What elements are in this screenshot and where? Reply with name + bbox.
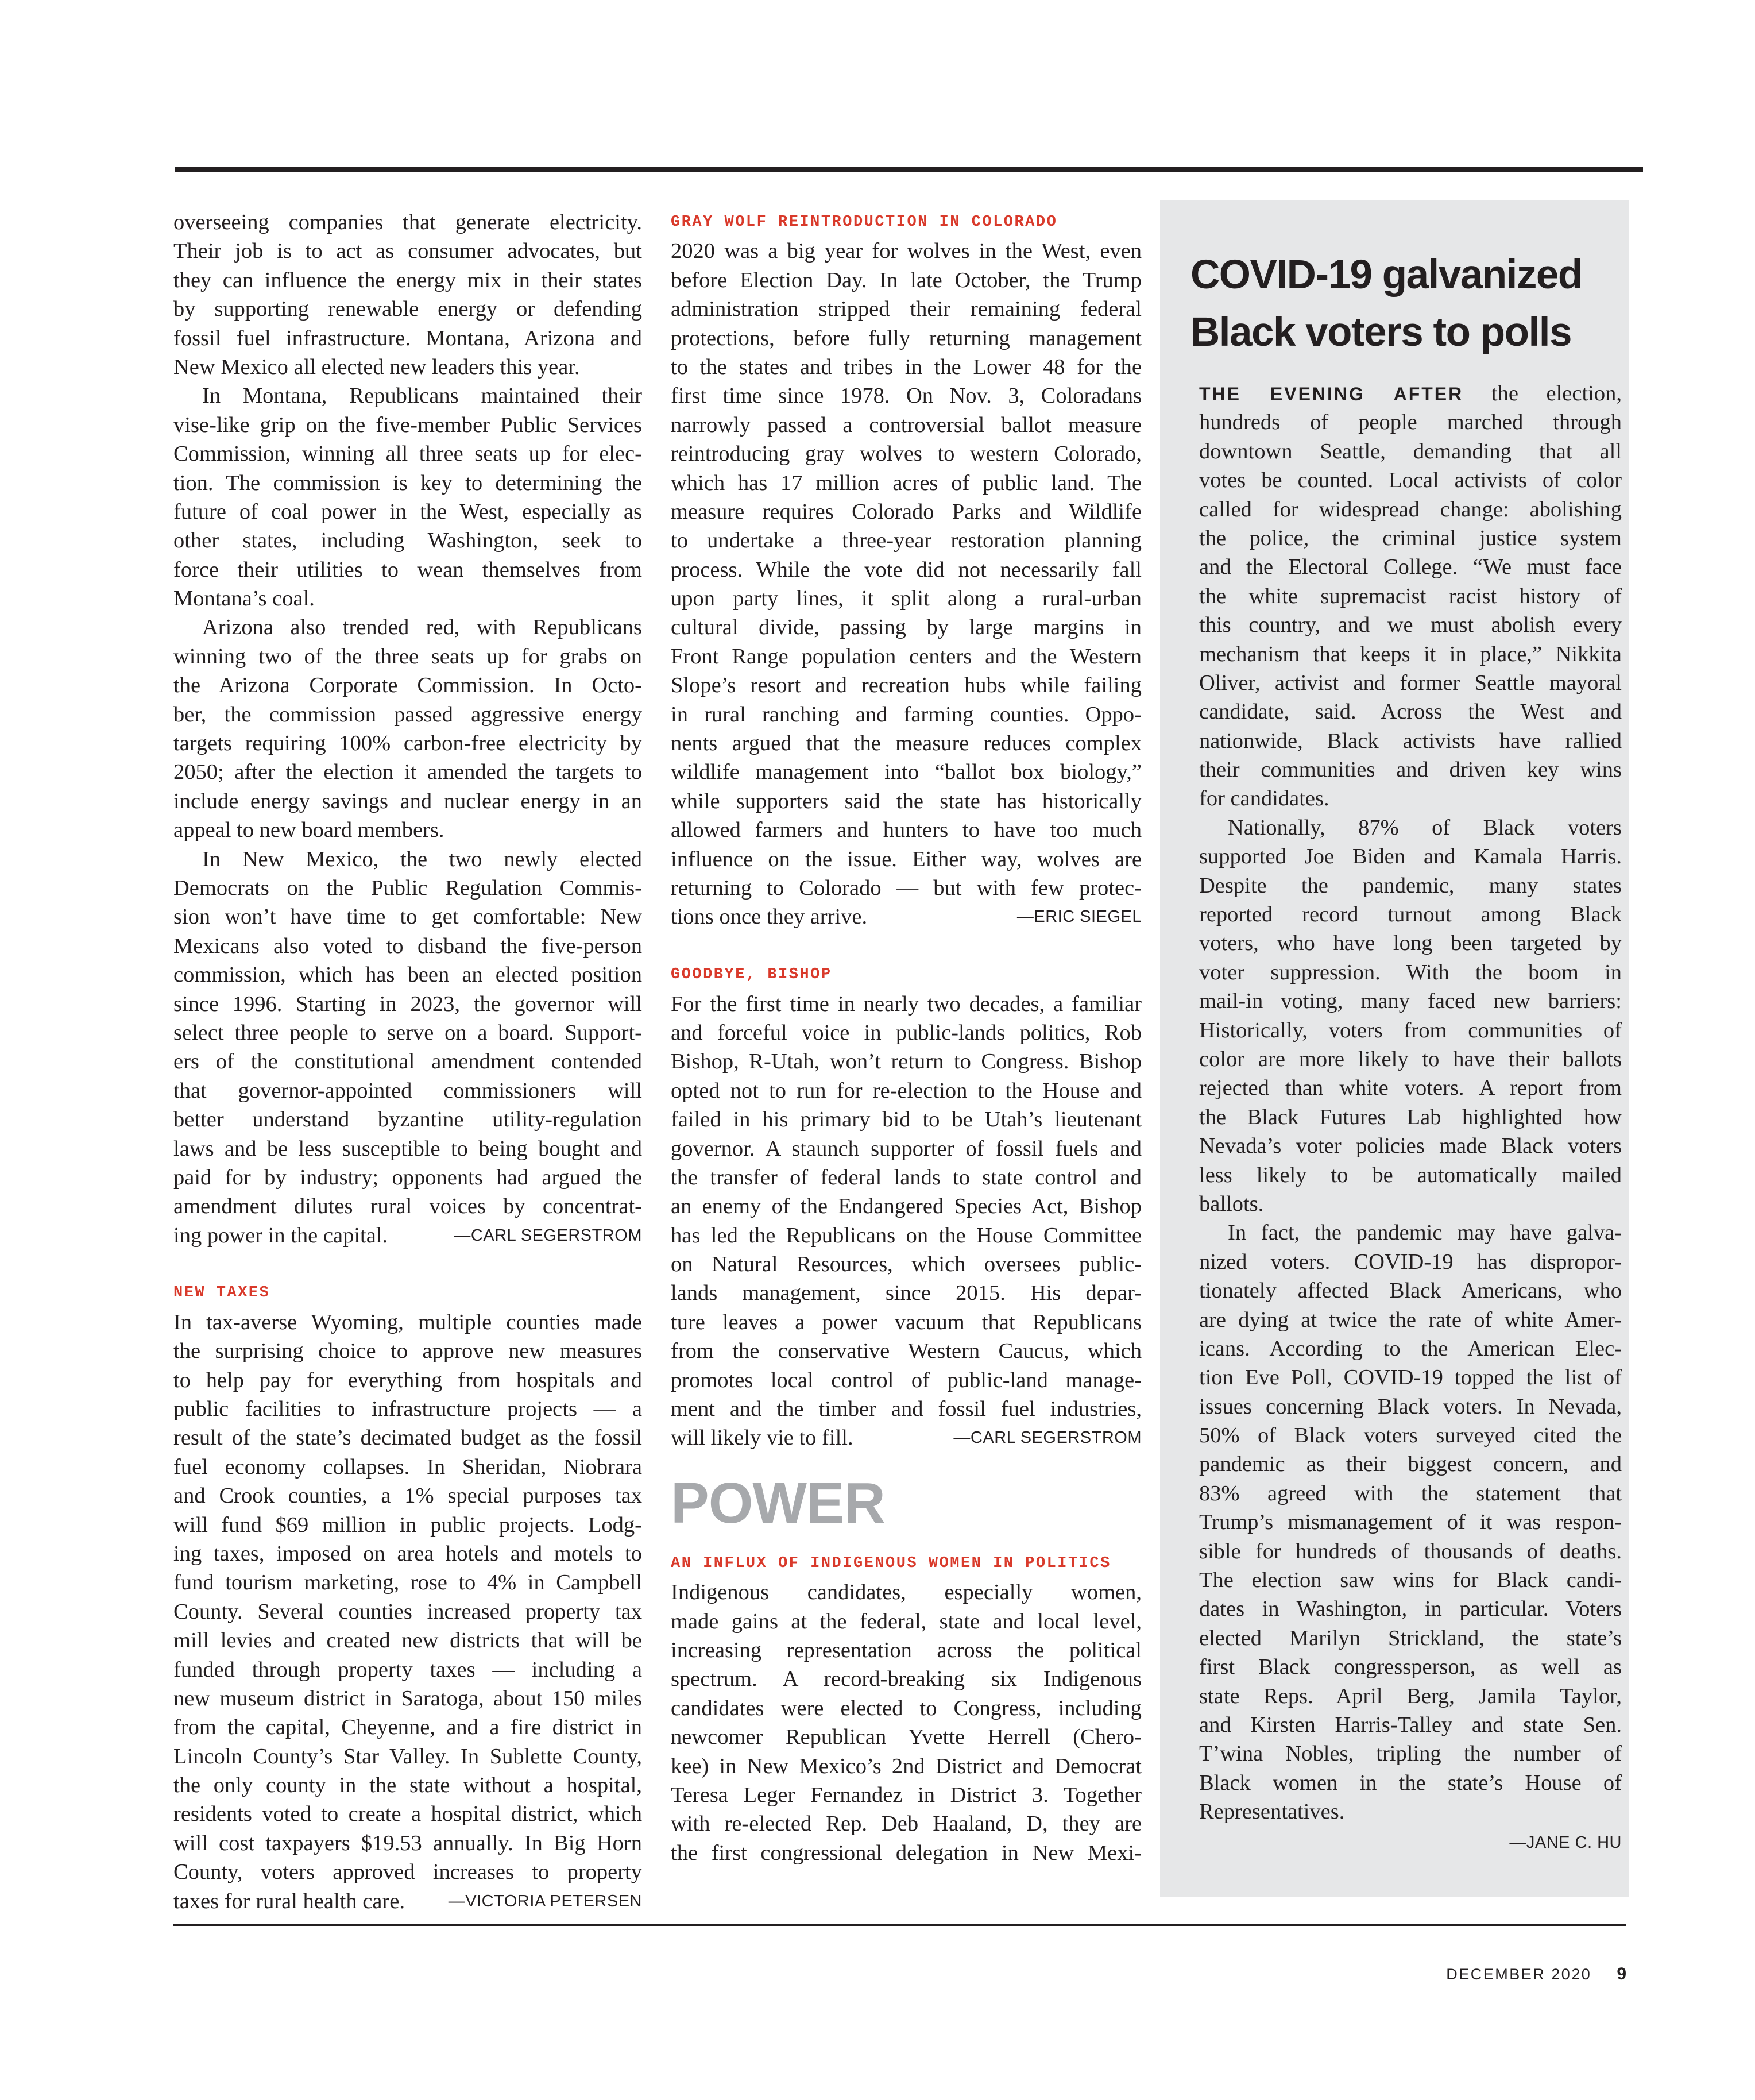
headline-line: COVID-19 galvanized — [1190, 252, 1582, 298]
column-2 — [671, 208, 1142, 1867]
body-line: future of coal power in the West, especially as — [173, 499, 642, 524]
body-line: mechanism that keeps it in place,” Nikkita — [1199, 642, 1622, 666]
body-line: allowed farmers and hunters to have too much — [671, 818, 1142, 843]
body-line: fund tourism marketing, rose to 4% in Campbell — [173, 1570, 642, 1595]
body-line: wildlife management into “ballot box biology,” — [671, 760, 1142, 785]
body-line: better understand byzantine utility-regulation — [173, 1107, 642, 1132]
body-line: rejected than white voters. A report from — [1199, 1076, 1622, 1101]
body-line: paid for by industry; opponents had argued the — [173, 1165, 642, 1190]
body-line: Bishop, R-Utah, won’t return to Congress. Bishop — [671, 1049, 1142, 1074]
body-line: their communities and driven key wins — [1199, 758, 1622, 782]
body-text: tions once they arrive. — [671, 905, 868, 929]
body-line: less likely to be automatically mailed — [1199, 1163, 1622, 1187]
body-line: include energy savings and nuclear energy in an — [173, 789, 642, 813]
body-line: since 1996. Starting in 2023, the governor will — [173, 991, 642, 1016]
body-line: will cost taxpayers $19.53 annually. In Big Horn — [173, 1831, 642, 1855]
body-text: the election, — [1463, 381, 1622, 406]
body-line: are dying at twice the rate of white Amer- — [1199, 1307, 1622, 1332]
byline: —CARL SEGERSTROM — [953, 1429, 1142, 1447]
section-kicker: GRAY WOLF REINTRODUCTION IN COLORADO — [671, 214, 1058, 231]
body-line: spectrum. A record-breaking six Indigenous — [671, 1667, 1142, 1692]
body-line: County, voters approved increases to property — [173, 1860, 642, 1885]
body-line: the transfer of federal lands to state control and — [671, 1165, 1142, 1190]
body-line: supported Joe Biden and Kamala Harris. — [1199, 844, 1622, 869]
body-line: sion won’t have time to get comfortable: New — [173, 905, 642, 929]
body-line: tion Eve Poll, COVID-19 topped the list of — [1199, 1365, 1622, 1390]
body-line: has led the Republicans on the House Committee — [671, 1223, 1142, 1248]
bishop-last-line — [671, 1423, 1142, 1452]
body-line: the Arizona Corporate Commission. In Octo- — [173, 673, 642, 698]
body-line: Nevada’s voter policies made Black voters — [1199, 1134, 1622, 1159]
body-line: ballots. — [1199, 1191, 1264, 1216]
body-line: and the Electoral College. “We must face — [1199, 555, 1622, 580]
section-title: POWER — [671, 1470, 885, 1535]
body-line: In tax-averse Wyoming, multiple counties made — [173, 1310, 642, 1334]
sidebar-headline — [1190, 246, 1615, 361]
montana-paragraph — [173, 381, 642, 613]
body-line: Teresa Leger Fernandez in District 3. Together — [671, 1782, 1142, 1807]
body-line: votes be counted. Local activists of color — [1199, 468, 1622, 493]
body-line: Trump’s mismanagement of it was respon- — [1199, 1510, 1622, 1535]
body-line: upon party lines, it split along a rural-urban — [671, 586, 1142, 611]
body-line: by supporting renewable energy or defending — [173, 297, 642, 322]
indigenous-paragraph — [671, 1578, 1142, 1867]
body-line: Their job is to act as consumer advocates, but — [173, 239, 642, 264]
sidebar-paragraph-3 — [1199, 1218, 1622, 1797]
body-line: newcomer Republican Yvette Herrell (Chero- — [671, 1725, 1142, 1750]
body-text: ing power in the capital. — [173, 1223, 388, 1248]
byline: —ERIC SIEGEL — [1016, 908, 1142, 927]
body-line: funded through property taxes — including a — [173, 1657, 642, 1682]
body-line: appeal to new board members. — [173, 818, 444, 843]
body-line: vise-like grip on the five-member Public Services — [173, 412, 642, 437]
body-line: kee) in New Mexico’s 2nd District and Democrat — [671, 1754, 1142, 1778]
body-line: fossil fuel infrastructure. Montana, Arizona and — [173, 326, 642, 350]
body-line: The election saw wins for Black candi- — [1199, 1568, 1622, 1593]
body-line: Historically, voters from communities of — [1199, 1018, 1622, 1043]
body-line: that governor-appointed commissioners will — [173, 1078, 642, 1103]
sidebar-byline-row — [1199, 1827, 1622, 1855]
body-line: measure requires Colorado Parks and Wildlife — [671, 499, 1142, 524]
body-line: mill levies and created new districts that will be — [173, 1628, 642, 1653]
body-line: In New Mexico, the two newly elected — [202, 847, 642, 871]
body-line: ers of the constitutional amendment contended — [173, 1049, 642, 1074]
body-line: voter suppression. With the boom in — [1199, 960, 1622, 985]
body-line: in rural ranching and farming counties. Oppo- — [671, 702, 1142, 727]
body-line: amendment dilutes rural voices by concentrat- — [173, 1194, 642, 1219]
body-line: overseeing companies that generate electricity. — [173, 210, 642, 234]
body-line: candidate, said. Across the West and — [1199, 700, 1622, 724]
body-line: on Natural Resources, which oversees public- — [671, 1252, 1142, 1277]
body-line: tionately affected Black Americans, who — [1199, 1279, 1622, 1303]
body-line: targets requiring 100% carbon-free electricity by — [173, 731, 642, 756]
body-line: winning two of the three seats up for grabs on — [173, 644, 642, 669]
sidebar-box — [1160, 200, 1629, 1897]
bishop-paragraph — [671, 990, 1142, 1424]
body-line: 2050; after the election it amended the targets to — [173, 760, 642, 785]
body-line: ment and the timber and fossil fuel industries, — [671, 1397, 1142, 1422]
section-kicker: NEW TAXES — [173, 1284, 270, 1302]
section-kicker: AN INFLUX OF INDIGENOUS WOMEN IN POLITICS — [671, 1554, 1111, 1572]
body-line: nents argued that the measure reduces complex — [671, 731, 1142, 756]
body-line: will fund $69 million in public projects. Lodg- — [173, 1512, 642, 1537]
new-taxes-last-line — [173, 1887, 642, 1916]
body-line: returning to Colorado — but with few protec- — [671, 875, 1142, 900]
body-line: this country, and we must abolish every — [1199, 613, 1622, 638]
body-line: Nationally, 87% of Black voters — [1228, 815, 1622, 840]
body-line: called for widespread change: abolishing — [1199, 497, 1622, 522]
body-line: new museum district in Saratoga, about 150 miles — [173, 1686, 642, 1711]
body-line: narrowly passed a controversial ballot measure — [671, 412, 1142, 437]
body-line: other states, including Washington, seek to — [173, 528, 642, 553]
body-line: failed in his primary bid to be Utah’s lieutenant — [671, 1107, 1142, 1132]
body-line: T’wina Nobles, tripling the number of — [1199, 1742, 1622, 1766]
body-line: governor. A staunch supporter of fossil fuels and — [671, 1136, 1142, 1161]
body-line: 2020 was a big year for wolves in the West, even — [671, 239, 1142, 264]
body-line: residents voted to create a hospital district, which — [173, 1802, 642, 1827]
body-line: select three people to serve on a board. Support- — [173, 1020, 642, 1045]
body-line: before Election Day. In late October, the Trump — [671, 268, 1142, 292]
body-line: reported record turnout among Black — [1199, 902, 1622, 927]
body-line: from the capital, Cheyenne, and a fire district in — [173, 1715, 642, 1740]
body-line: downtown Seattle, demanding that all — [1199, 439, 1622, 464]
body-line: public facilities to infrastructure projects — a — [173, 1397, 642, 1422]
body-text: taxes for rural health care. — [173, 1889, 405, 1913]
body-line: and Crook counties, a 1% special purposes tax — [173, 1484, 642, 1508]
body-line: Lincoln County’s Star Valley. In Sublette County, — [173, 1744, 642, 1769]
body-line: Representatives. — [1199, 1800, 1345, 1824]
body-line: Indigenous candidates, especially women, — [671, 1580, 1142, 1605]
body-line: first Black congressperson, as well as — [1199, 1655, 1622, 1680]
body-line: In fact, the pandemic may have galva- — [1228, 1221, 1622, 1245]
body-line: for candidates. — [1199, 786, 1329, 811]
body-line: 50% of Black voters surveyed cited the — [1199, 1423, 1622, 1448]
section-kicker: GOODBYE, BISHOP — [671, 966, 832, 984]
body-line: County. Several counties increased property tax — [173, 1599, 642, 1624]
body-line: to help pay for everything from hospitals and — [173, 1368, 642, 1392]
body-line: Oliver, activist and former Seattle mayoral — [1199, 670, 1622, 695]
body-line: increasing representation across the political — [671, 1638, 1142, 1662]
body-line: icans. According to the American Elec- — [1199, 1336, 1622, 1361]
body-line: and forceful voice in public-lands politics, Rob — [671, 1020, 1142, 1045]
body-line: New Mexico all elected new leaders this year. — [173, 354, 580, 379]
body-line: Slope’s resort and recreation hubs while failing — [671, 673, 1142, 698]
body-line: Montana’s coal. — [173, 586, 315, 611]
body-line: force their utilities to wean themselves from — [173, 557, 642, 582]
byline: —VICTORIA PETERSEN — [448, 1891, 642, 1910]
body-line: Mexicans also voted to disband the five-person — [173, 933, 642, 958]
sidebar-body — [1199, 379, 1622, 1855]
body-line: commission, which has been an elected position — [173, 963, 642, 987]
body-line: Arizona also trended red, with Republicans — [202, 615, 642, 640]
body-line: sible for hundreds of thousands of deaths. — [1199, 1539, 1622, 1564]
body-line: protections, before fully returning management — [671, 326, 1142, 350]
spacer — [671, 932, 1142, 960]
body-line: mail-in voting, many faced new barriers: — [1199, 989, 1622, 1014]
body-line: the police, the criminal justice system — [1199, 526, 1622, 550]
body-line: and Kirsten Harris-Talley and state Sen. — [1199, 1712, 1622, 1737]
body-line: they can influence the energy mix in their states — [173, 268, 642, 292]
body-line: the only county in the state without a hospital, — [173, 1773, 642, 1798]
body-line: made gains at the federal, state and local level, — [671, 1609, 1142, 1634]
body-line: 83% agreed with the statement that — [1199, 1481, 1622, 1505]
sidebar-paragraph-1 — [1199, 408, 1622, 784]
body-line: Despite the pandemic, many states — [1199, 873, 1622, 898]
headline-line: Black voters to polls — [1190, 310, 1571, 355]
sidebar-first-line — [1199, 379, 1622, 408]
body-line: result of the state’s decimated budget as the fossil — [173, 1426, 642, 1450]
body-line: first time since 1978. On Nov. 3, Coloradans — [671, 384, 1142, 408]
body-line: candidates were elected to Congress, including — [671, 1696, 1142, 1720]
gray-wolf-paragraph — [671, 237, 1142, 902]
body-line: elected Marilyn Strickland, the state’s — [1199, 1626, 1622, 1650]
body-line: from the conservative Western Caucus, which — [671, 1339, 1142, 1364]
new-taxes-paragraph — [173, 1308, 642, 1887]
body-line: cultural divide, passing by large margins in — [671, 615, 1142, 640]
body-line: nationwide, Black activists have rallied — [1199, 728, 1622, 753]
body-line: laws and be less susceptible to being bought and — [173, 1136, 642, 1161]
body-line: the first congressional delegation in New Mexi- — [671, 1840, 1142, 1865]
new-mexico-last-line — [173, 1221, 642, 1250]
body-line: Democrats on the Public Regulation Commis- — [173, 875, 642, 900]
byline: —CARL SEGERSTROM — [454, 1226, 642, 1245]
body-line: tion. The commission is key to determining the — [173, 470, 642, 495]
lead-in: THE EVENING AFTER — [1199, 384, 1464, 404]
body-line: an enemy of the Endangered Species Act, Bishop — [671, 1194, 1142, 1219]
column-1 — [173, 208, 642, 1916]
intro-paragraph — [173, 208, 642, 381]
body-line: Front Range population centers and the Western — [671, 644, 1142, 669]
sidebar-paragraph-2 — [1199, 813, 1622, 1190]
body-line: process. While the vote did not necessarily fall — [671, 557, 1142, 582]
body-line: to the states and tribes in the Lower 48 for the — [671, 354, 1142, 379]
body-line: reintroducing gray wolves to western Colorado, — [671, 442, 1142, 466]
bottom-rule — [173, 1924, 1626, 1926]
body-line: Black women in the state’s House of — [1199, 1770, 1622, 1795]
body-line: In Montana, Republicans maintained their — [202, 384, 642, 408]
spacer — [173, 1250, 642, 1279]
byline: —JANE C. HU — [1509, 1833, 1622, 1852]
page-number: 9 — [1617, 1964, 1626, 1983]
body-line: ing taxes, imposed on area hotels and motels to — [173, 1541, 642, 1566]
body-line: to undertake a three-year restoration planning — [671, 528, 1142, 553]
body-line: voters, who have long been targeted by — [1199, 931, 1622, 956]
body-line: issues concerning Black voters. In Nevada, — [1199, 1394, 1622, 1419]
body-line: hundreds of people marched through — [1199, 410, 1622, 435]
body-line: ber, the commission passed aggressive energy — [173, 702, 642, 727]
new-mexico-paragraph — [173, 845, 642, 1221]
body-line: pandemic as their biggest concern, and — [1199, 1452, 1622, 1477]
body-line: color are more likely to have their ballots — [1199, 1047, 1622, 1071]
body-line: ture leaves a power vacuum that Republicans — [671, 1310, 1142, 1334]
body-line: the white supremacist racist history of — [1199, 584, 1622, 608]
body-line: promotes local control of public-land manage- — [671, 1368, 1142, 1392]
gray-wolf-last-line — [671, 902, 1142, 931]
body-line: For the first time in nearly two decades, a familiar — [671, 991, 1142, 1016]
body-text: will likely vie to fill. — [671, 1426, 853, 1450]
top-rule — [175, 167, 1643, 172]
body-line: with re-elected Rep. Deb Haaland, D, they are — [671, 1812, 1142, 1836]
body-line: the Black Futures Lab highlighted how — [1199, 1105, 1622, 1129]
body-line: dates in Washington, in particular. Voters — [1199, 1597, 1622, 1622]
body-line: administration stripped their remaining federal — [671, 297, 1142, 322]
body-line: while supporters said the state has historically — [671, 789, 1142, 813]
body-line: state Reps. April Berg, Jamila Taylor, — [1199, 1684, 1622, 1708]
body-line: which has 17 million acres of public land. The — [671, 470, 1142, 495]
arizona-paragraph — [173, 613, 642, 844]
page-footer — [1446, 1964, 1626, 1984]
body-line: Commission, winning all three seats up for elec- — [173, 442, 642, 466]
body-line: fuel economy collapses. In Sheridan, Niobrara — [173, 1454, 642, 1479]
issue-date: DECEMBER 2020 — [1446, 1966, 1592, 1983]
body-line: influence on the issue. Either way, wolves are — [671, 847, 1142, 871]
body-line: opted not to run for re-election to the House and — [671, 1078, 1142, 1103]
body-line: lands management, since 2015. His depar- — [671, 1281, 1142, 1306]
body-line: the surprising choice to approve new measures — [173, 1339, 642, 1364]
body-line: nized voters. COVID-19 has dispropor- — [1199, 1249, 1622, 1274]
